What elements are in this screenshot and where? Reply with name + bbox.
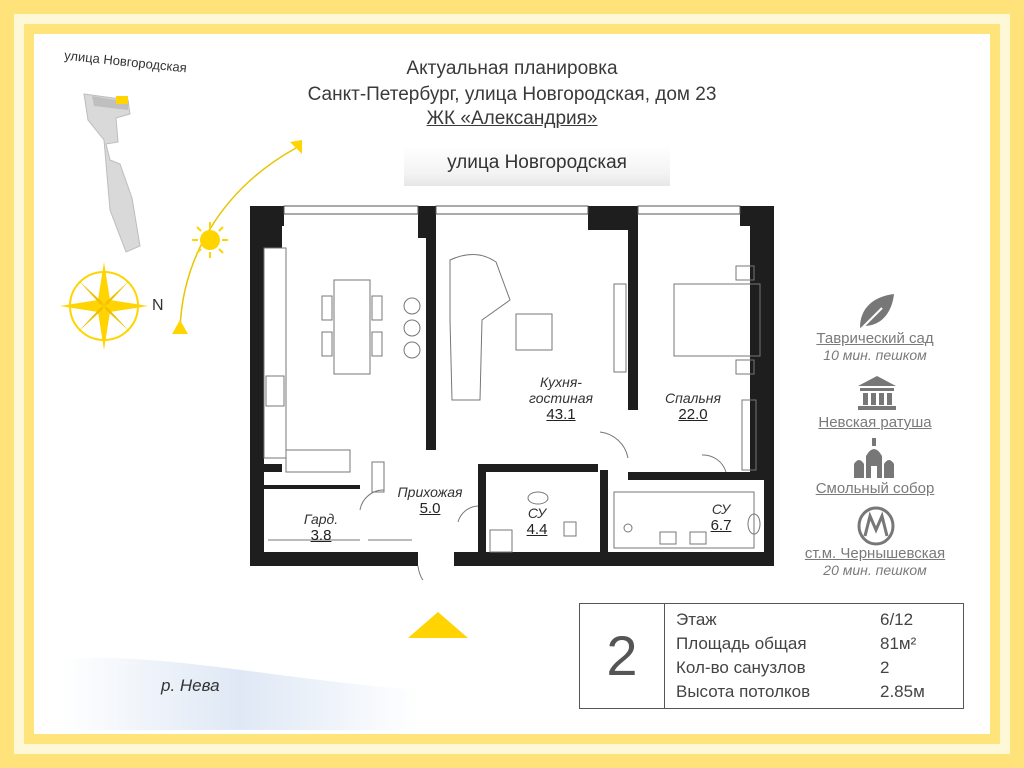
room-kitchen-living	[520, 374, 602, 423]
room-bathroom-1	[512, 505, 562, 538]
apartment-info-table	[579, 603, 964, 709]
room-name: Спальня	[665, 390, 721, 406]
poi-name: Невская ратуша	[818, 414, 932, 431]
room-area: 6.7	[710, 517, 732, 534]
room-bedroom	[648, 390, 738, 423]
info-label: Высота потолков	[676, 682, 811, 701]
poi-name: Таврический сад	[816, 330, 934, 347]
room-name: Кухня- гостиная	[529, 374, 593, 406]
info-label: Площадь общая	[676, 634, 807, 653]
room-name: Гард.	[303, 511, 339, 527]
complex-name: ЖК «Александрия»	[426, 108, 598, 129]
room-area: 43.1	[546, 406, 576, 423]
info-value: 6/12	[880, 610, 914, 629]
room-area: 5.0	[419, 500, 441, 517]
mini-map-street: улица Новгородская	[63, 47, 188, 76]
poi-smolny-cathedral	[790, 480, 960, 497]
info-label: Кол-во санузлов	[676, 658, 806, 677]
columns-icon	[856, 374, 898, 412]
leaf-icon	[856, 292, 898, 332]
room-bathroom-2	[696, 501, 746, 534]
info-value: 2.85м	[880, 682, 925, 701]
poi-nevskaya-ratusha	[790, 414, 960, 431]
poi-name: ст.м. Чернышевская	[804, 545, 946, 562]
river-neva	[60, 640, 420, 730]
room-name: СУ	[527, 505, 547, 521]
info-value: 2	[880, 658, 890, 677]
room-area: 3.8	[310, 527, 332, 544]
plan-title: Актуальная планировка	[406, 58, 618, 79]
plan-address: Санкт-Петербург, улица Новгородская, дом 23	[307, 84, 717, 105]
rooms-count: 2	[580, 604, 665, 708]
room-name: Прихожая	[397, 484, 463, 500]
room-name: СУ	[711, 501, 731, 517]
compass-north-label: N	[152, 297, 164, 314]
room-wardrobe	[288, 511, 354, 544]
sun-path-start	[172, 320, 188, 334]
poi-walk-time: 20 мин. пешком	[823, 562, 927, 578]
poi-chernyshevskaya-metro	[790, 545, 960, 578]
room-area: 4.4	[526, 521, 548, 538]
info-label: Этаж	[676, 610, 717, 629]
poi-name: Смольный собор	[815, 480, 935, 497]
room-area: 22.0	[678, 406, 708, 423]
site-map	[80, 80, 170, 260]
river-label: р. Нева	[161, 676, 220, 695]
info-value: 81м²	[880, 634, 917, 653]
building-marker	[116, 96, 128, 104]
street-label: улица Новгородская	[404, 146, 670, 186]
metro-icon	[856, 506, 896, 546]
poi-tauride-garden	[790, 330, 960, 363]
compass-icon	[60, 262, 150, 352]
entrance-arrow-icon	[406, 608, 470, 640]
poi-walk-time: 10 мин. пешком	[823, 347, 927, 363]
sun-path-end	[290, 140, 302, 154]
sun-icon	[192, 222, 228, 258]
cathedral-icon	[852, 436, 900, 480]
room-hallway	[384, 484, 476, 517]
